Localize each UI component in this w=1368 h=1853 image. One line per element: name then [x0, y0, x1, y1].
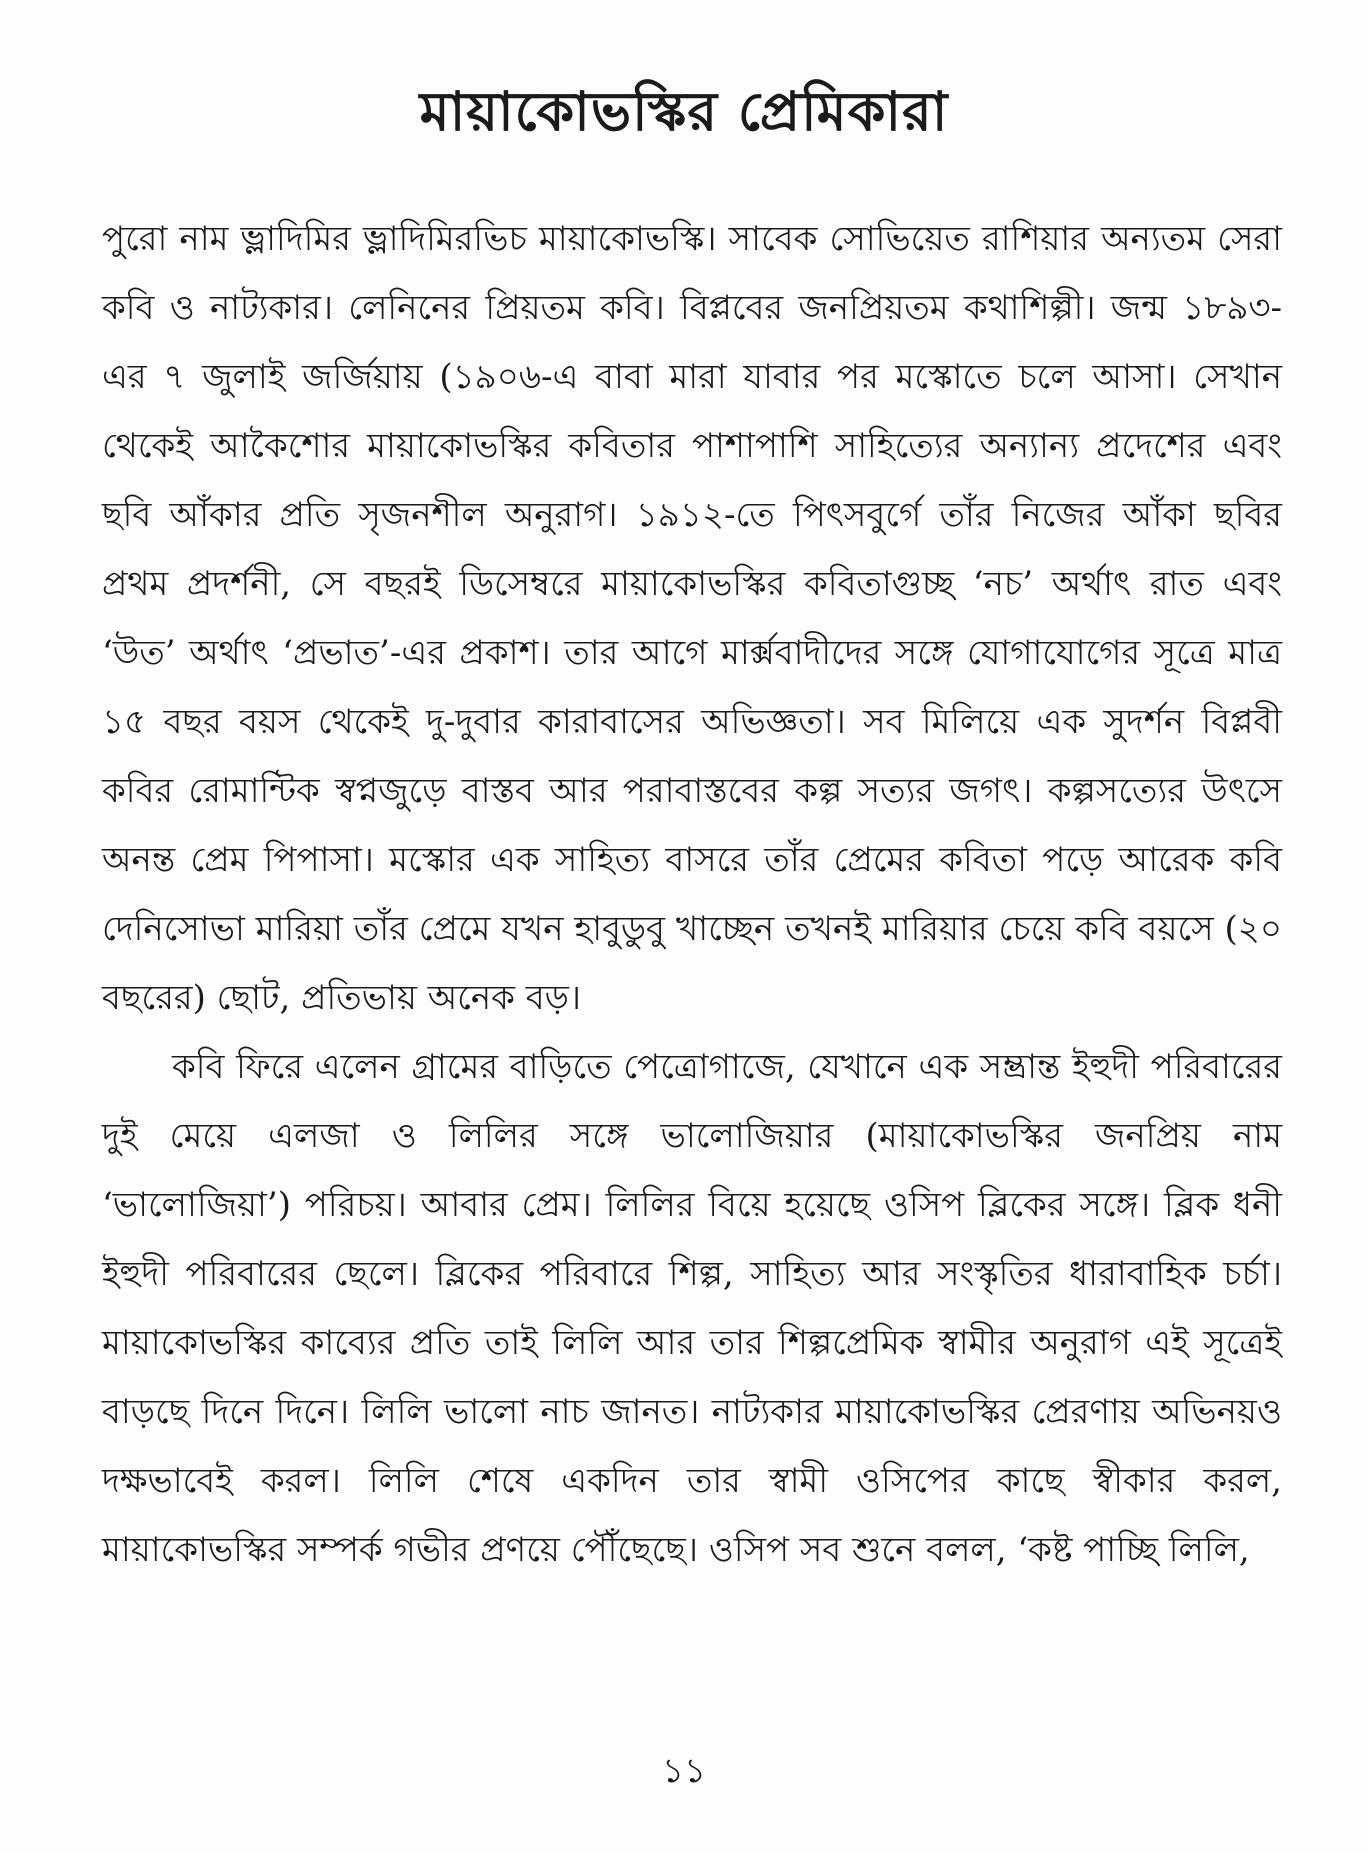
page-number: ১১ [661, 1751, 707, 1791]
paragraph-1: পুরো নাম ভ্লাদিমির ভ্লাদিমিরভিচ মায়াকোভস্কি। সাবেক সোভিয়েত রাশিয়ার অন্যতম সেরা কবি ও নাট্যকার। লেনিনের প্রিয়তম কবি। বিপ্লবের জনপ্রিয়তম কথাশিল্পী। জন্ম ১৮৯৩-এর ৭ জুলাই জর্জিয়ায় (১৯০৬-এ বাবা মারা যাবার পর মস্কোতে চলে আসা। সেখান থেকেই আকৈশোর মায়াকোভস্কির কবিতার পাশাপাশি সাহিত্যের অন্যান্য প্রদেশের এবং ছবি আঁকার প্রতি সৃজনশীল অনুরাগ। ১৯১২-তে পিৎসবুর্গে তাঁর নিজের আঁকা ছবির প্রথম প্রদর্শনী, সে বছরই ডিসেম্বরে মায়াকোভস্কির কবিতাগুচ্ছ ‘নচ’ অর্থাৎ রাত এবং ‘উত’ অর্থাৎ ‘প্রভাত’-এর প্রকাশ। তার আগে মার্ক্সবাদীদের সঙ্গে যোগাযোগের সূত্রে মাত্র ১৫ বছর বয়স থেকেই দু-দুবার কারাবাসের অভিজ্ঞতা। সব মিলিয়ে এক সুদর্শন বিপ্লবী কবির রোমান্টিক স্বপ্নজুড়ে বাস্তব আর পরাবাস্তবের কল্প সত্যর জগৎ। কল্পসত্যের উৎসে অনন্ত প্রেম পিপাসা। মস্কোর এক সাহিত্য বাসরে তাঁর প্রেমের কবিতা পড়ে আরেক কবি দেনিসোভা মারিয়া তাঁর প্রেমে যখন হাবুডুবু খাচ্ছেন তখনই মারিয়ার চেয়ে কবি বয়সে (২০ বছরের) ছোট, প্রতিভায় অনেক বড়। [102, 219, 1282, 1018]
page-title: মায়াকোভস্কির প্রেমিকারা [419, 79, 949, 143]
body-text [102, 205, 1282, 1585]
paragraph-2: কবি ফিরে এলেন গ্রামের বাড়িতে পেত্রোগাজে, যেখানে এক সম্ভ্রান্ত ইহুদী পরিবারের দুই মেয়ে এলজা ও লিলির সঙ্গে ভালোজিয়ার (মায়াকোভস্কির জনপ্রিয় নাম ‘ভালোজিয়া’) পরিচয়। আবার প্রেম। লিলির বিয়ে হয়েছে ওসিপ ব্লিকের সঙ্গে। ব্লিক ধনী ইহুদী পরিবারের ছেলে। ব্লিকের পরিবারে শিল্প, সাহিত্য আর সংস্কৃতির ধারাবাহিক চর্চা। মায়াকোভস্কির কাব্যের প্রতি তাই লিলি আর তার শিল্পপ্রেমিক স্বামীর অনুরাগ এই সূত্রেই বাড়ছে দিনে দিনে। লিলি ভালো নাচ জানত। নাট্যকার মায়াকোভস্কির প্রেরণায় অভিনয়ও দক্ষভাবেই করল। লিলি শেষে একদিন তার স্বামী ওসিপের কাছে স্বীকার করল, মায়াকোভস্কির সম্পর্ক গভীর প্রণয়ে পৌঁছেছে। ওসিপ সব শুনে বলল, ‘কষ্ট পাচ্ছি লিলি, [102, 1047, 1282, 1570]
